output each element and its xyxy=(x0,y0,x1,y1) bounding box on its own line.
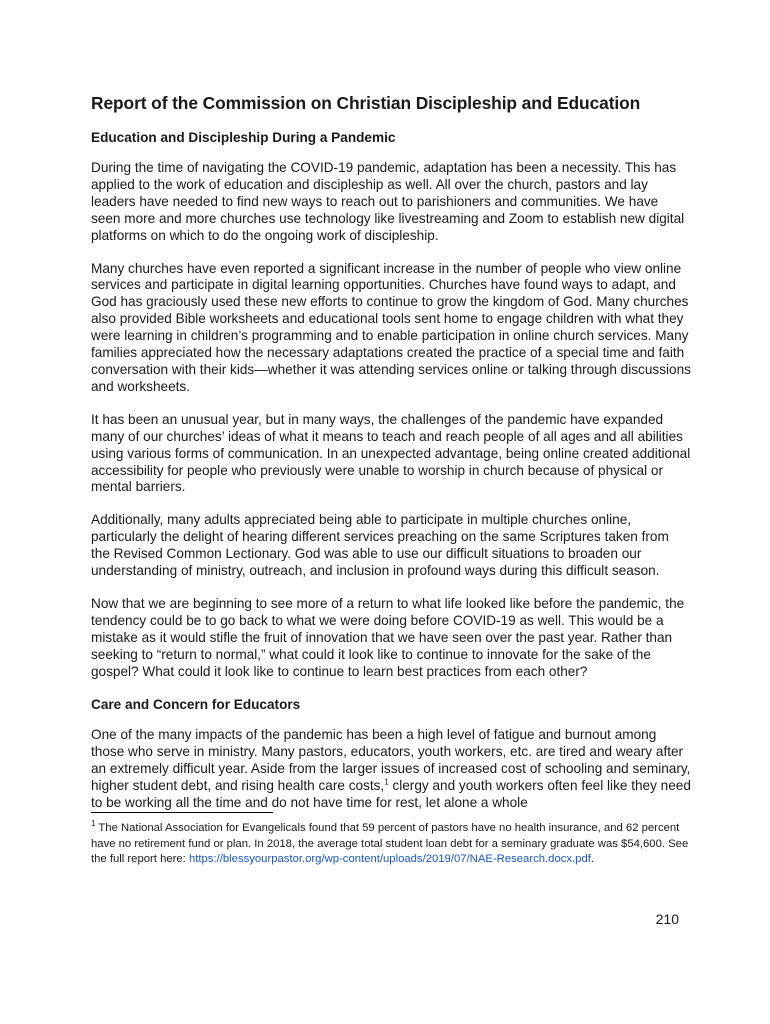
paragraph: Now that we are beginning to see more of a return to what life looked like before the pandemic, the tendency could be to go back to what we were doing before COVID-19 as well. This would be a mistake as it would stifle the fruit of innovation that we have seen over the past year. Rather than seeking to “return to normal,” what could it look like to continue to innovate for the sake of the gospel? What could it look like to continue to learn best practices from each other? xyxy=(91,595,685,679)
footnote-trailing: . xyxy=(590,853,595,866)
footnote-divider xyxy=(91,812,273,813)
paragraph-text: One of the many impacts of the pandemic has been a high level of fatigue and burnout among those who serve in ministry. Many pastors, educators, youth workers, etc. are tired and weary after an extremely difficult year. Aside from the larger issues of increased cost of schooling and seminary, higher student debt, and rising health care costs, xyxy=(91,727,691,794)
paragraph xyxy=(91,727,691,812)
footnote-reference[interactable]: 1 xyxy=(384,777,389,787)
footnote-text: The National Association for Evangelicals found that 59 percent of pastors have no health insurance, and 62 percent have no retirement fund or plan. In 2018, the average total student loan debt for a seminary graduate was $54,600. See the full report here: xyxy=(91,822,689,866)
paragraph-text: clergy and youth workers often feel like they need to be working all the time and do not have time for rest, let alone a whole xyxy=(91,778,691,811)
footnote-link[interactable]: https://blessyourpastor.org/wp-content/uploads/2019/07/NAE-Research.docx.pdf xyxy=(188,853,591,866)
section-heading-pandemic: Education and Discipleship During a Pandemic xyxy=(91,130,396,145)
document-page xyxy=(91,91,691,828)
paragraph: Many churches have even reported a significant increase in the number of people who view online services and participate in digital learning opportunities. Churches have found ways to adapt, and God has graciously used these new efforts to continue to grow the kingdom of God. Many churches also provided Bible worksheets and educational tools sent home to engage children with what they were learning in children’s programming and to enable participation in online church services. Many families appreciated how the necessary adaptations created the practice of a special time and faith conversation with their kids—whether it was attending services online or talking through discussions and worksheets. xyxy=(91,260,691,394)
page-title: Report of the Commission on Christian Discipleship and Education xyxy=(91,93,641,113)
section-heading-educators: Care and Concern for Educators xyxy=(91,697,301,713)
paragraph: During the time of navigating the COVID-19 pandemic, adaptation has been a necessity. This has applied to the work of education and discipleship as well. All over the church, pastors and lay leaders have needed to find new ways to reach out to parishioners and communities. We have seen more and more churches use technology like livestreaming and Zoom to establish new digital platforms on which to do the ongoing work of discipleship. xyxy=(91,160,685,243)
footnote-number: 1 xyxy=(91,819,96,829)
paragraph: It has been an unusual year, but in many ways, the challenges of the pandemic have expanded many of our churches’ ideas of what it means to teach and reach people of all ages and all abilities using various forms of communication. In an unexpected advantage, being online created additional accessibility for people who previously were unable to worship in church because of physical or mental barriers. xyxy=(91,411,691,495)
footnote xyxy=(91,821,691,868)
page-number: 210 xyxy=(655,911,679,927)
paragraph: Additionally, many adults appreciated being able to participate in multiple churches online, particularly the delight of hearing different services preaching on the same Scriptures taken from the Revised Common Lectionary. God was able to use our difficult situations to broaden our understanding of ministry, outreach, and inclusion in profound ways during this difficult season. xyxy=(91,512,669,579)
